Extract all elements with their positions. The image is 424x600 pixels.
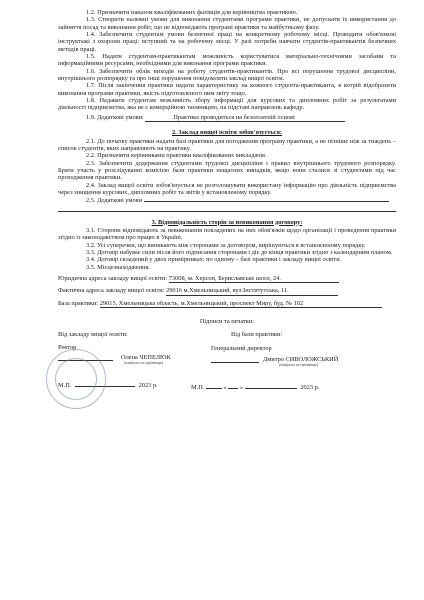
right-year: 2023 р. bbox=[300, 383, 320, 391]
right-position: Генеральний директор bbox=[211, 344, 272, 352]
left-caption: (ініціали та прізвище) bbox=[124, 360, 164, 366]
item-1-8: 1.8. Надавати студентам можливість збору інформації для курсових та дипломних робіт за результатами діяльності підприємства, яка не є комерційною таємницею, на підставі направлень кафедр. bbox=[58, 97, 396, 112]
item-2-4: 2.4. Заклад вищої освіти зобов'язується не розголошувати використану інформацію про діяльність підприємства через знищення курсових, дипломних робіт та звітів у встановленому порядку. bbox=[58, 181, 396, 196]
actual-address bbox=[58, 287, 396, 295]
legal-address-label: Юридична адреса закладу вищої освіти: bbox=[58, 275, 168, 282]
right-date-line bbox=[191, 384, 396, 391]
right-quote-open: « bbox=[223, 383, 227, 391]
item-2-5-blank bbox=[144, 196, 389, 202]
right-day-value bbox=[228, 388, 238, 389]
base-address-value: 29015, Хмельницька область, м.Хмельницький, проспект Миру, буд. № 102 bbox=[100, 300, 382, 308]
actual-address-value: 29016 м.Хмельницький, вул.Інститутська, 11. bbox=[166, 287, 338, 295]
item-1-2: 1.2. Призначити наказом кваліфікованих фахівців для керівництва практикою. bbox=[86, 9, 298, 16]
section-2-title: 2. Заклад вищої освіти зобов'язується: bbox=[171, 129, 283, 137]
right-name: Дмитро СИВОЛОЖСЬКИЙ bbox=[263, 355, 339, 363]
left-org-label: Від закладу вищої освіти: bbox=[58, 331, 128, 339]
item-2-3: 2.3. Забезпечити додержання студентами трудової дисципліни і правил внутрішнього трудового розпорядку. Брати участь у розслідуванні комісією бази практики нещасних випадків, якщо вони сталися зі студентами під час проходження практики. bbox=[58, 159, 396, 182]
left-mp: М.П. bbox=[58, 381, 72, 389]
item-1-5: 1.5. Надати студентам-практикантам можливість користуватися матеріально-технічними засобами та інформаційними ресурсами, необхідними для виконання програми практики. bbox=[58, 53, 396, 68]
signature-left bbox=[58, 331, 218, 391]
signature-right bbox=[191, 331, 396, 391]
base-address bbox=[58, 300, 396, 308]
left-year: 2023 р. bbox=[138, 381, 158, 389]
legal-address-value: 73008, м. Херсон, Бериславське шосе, 24. bbox=[169, 275, 339, 283]
right-org-label: Від бази практики: bbox=[231, 331, 283, 339]
right-day-blank bbox=[206, 388, 222, 389]
left-position: Ректор bbox=[58, 343, 77, 351]
right-month-blank bbox=[245, 388, 297, 389]
section-3-title: 3. Відповідальність сторін за невиконання договору: bbox=[151, 218, 303, 226]
university-stamp-icon bbox=[46, 349, 106, 409]
item-1-3: 1.3. Створити належні умови для виконання студентами програми практики, не допускати їх використання до зайняття посад та виконання робіт, що не відповідають програмі практики та майбутньому фаху. bbox=[58, 16, 396, 31]
item-1-9-value: Практика проводиться на безоплатній основі bbox=[145, 114, 345, 122]
item-2-1: 2.1. До початку практики надати базі практики для погодження програму практики, а не пізніше ніж за тиждень – список студентів, яких направляють на практику. bbox=[58, 137, 396, 152]
signatures-block bbox=[58, 318, 396, 391]
item-3-2: 3.2. Усі суперечки, що виникають між сторонами за договором, вирішуються в встановленому порядку. bbox=[86, 241, 366, 249]
right-signature-line bbox=[211, 355, 259, 363]
item-3-4: 3.4. Договір складений у двох примірниках: по одному – базі практики і закладу вищої освіти. bbox=[86, 256, 342, 264]
right-quote-close: » bbox=[239, 383, 244, 391]
item-3-3: 3.3. Договір набуває сили після його підписання сторонами і діє до кінця практики згідно з календарним планом. bbox=[86, 248, 393, 256]
item-3-5: 3.5. Місцезнаходження. bbox=[86, 263, 150, 271]
item-1-7: 1.7. Після закінчення практики надати характеристику на кожного студента-практиканта, в котрій відобразити виконання програми практики, якість підготовленого ним звіту тощо. bbox=[58, 82, 396, 97]
item-3-1: 3.1. Сторони відповідають за невиконання покладених на них обов'язків щодо організації і проведення практики згідно із законодавством про працю в Україні. bbox=[58, 226, 396, 242]
left-name: Олена ЧЕПЕЛЮК bbox=[121, 353, 171, 361]
item-2-2: 2.2. Призначити керівниками практики кваліфікованих викладачів. bbox=[86, 152, 267, 160]
item-2-5-label: 2.5. Додаткові умови bbox=[86, 197, 143, 205]
item-1-9 bbox=[58, 114, 396, 122]
blank-line bbox=[58, 205, 396, 212]
right-mp: М.П. bbox=[191, 383, 205, 391]
actual-address-label: Фактична адреса закладу вищої освіти: bbox=[58, 287, 165, 295]
signatures-title: Підписи та печатки: bbox=[199, 318, 255, 326]
right-caption: (ініціали та прізвище) bbox=[279, 362, 319, 368]
item-2-5 bbox=[58, 196, 396, 204]
legal-address bbox=[58, 275, 396, 283]
item-1-6: 1.6. Забезпечити облік виходів на роботу студентів-практикантів. Про всі порушення трудової дисципліни, внутрішнього розпорядку та про інші порушення повідомляти заклад вищої освіти. bbox=[58, 67, 396, 83]
item-1-9-label: 1.9. Додаткові умови: bbox=[86, 113, 144, 121]
item-1-4: 1.4. Забезпечити студентам умови безпечної праці на конкретному робочому місці. Проводити обов'язкові інструктажі з охорони праці: вступний та на робочому місці. У разі потреби навчати студентів-практикантів безпечних методів праці. bbox=[58, 31, 396, 53]
base-address-label: База практики: bbox=[58, 299, 99, 307]
